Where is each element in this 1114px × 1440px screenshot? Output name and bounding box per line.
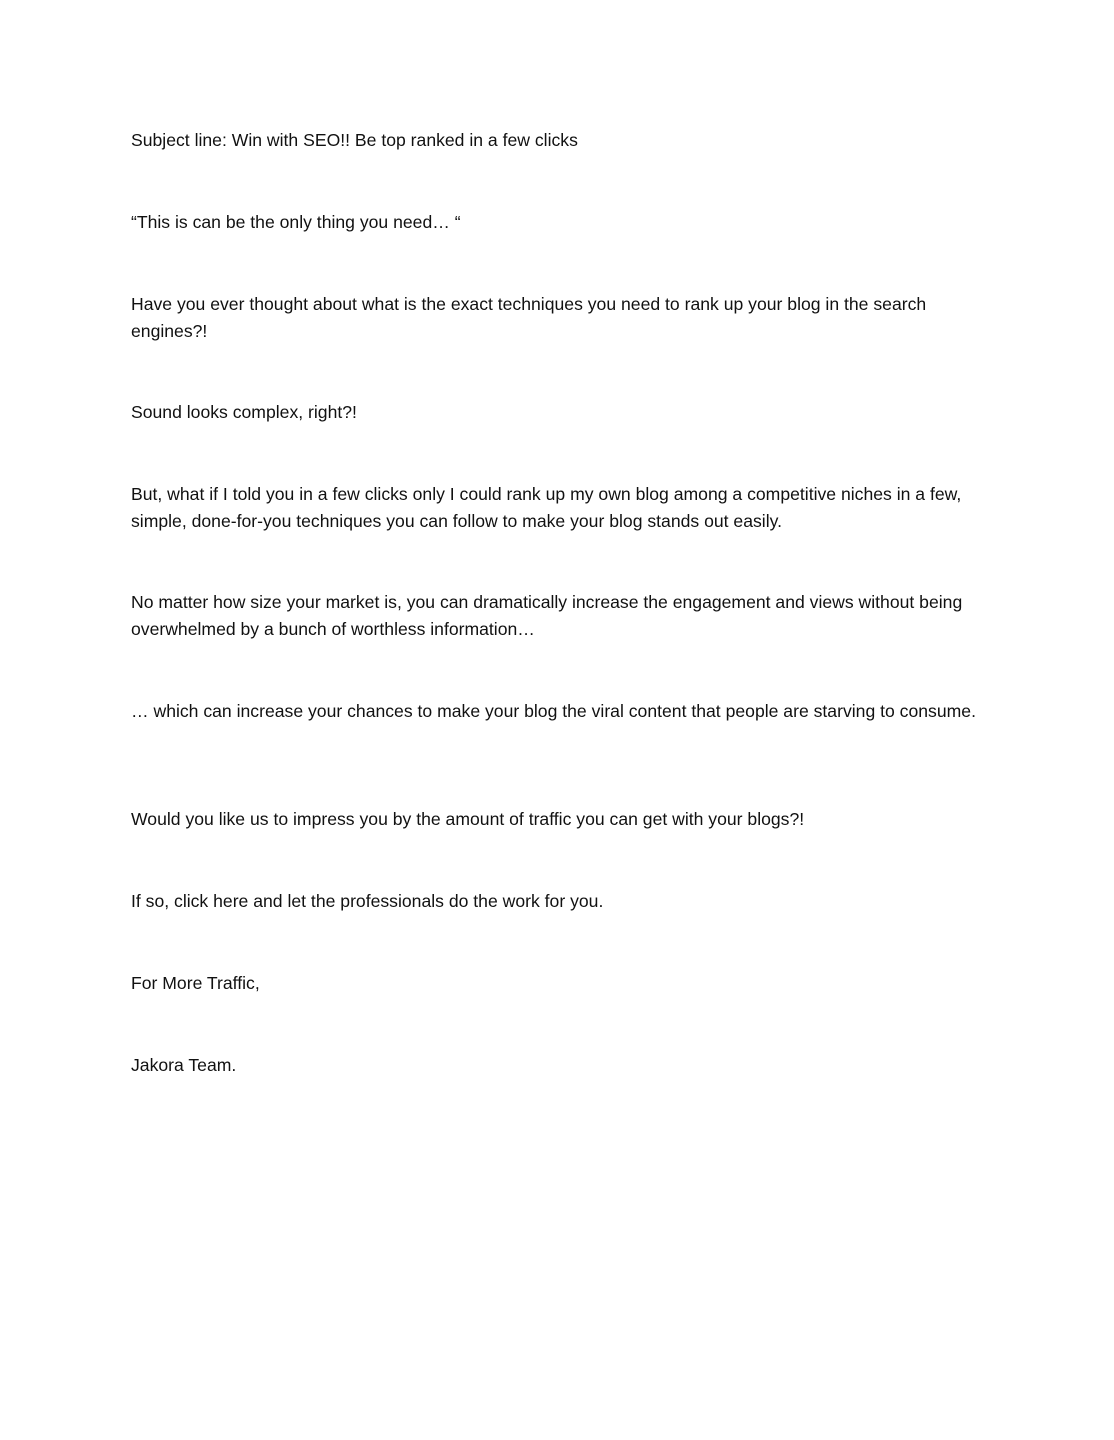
signature: Jakora Team.: [131, 1055, 237, 1075]
closing-line: For More Traffic,: [131, 973, 260, 993]
paragraph-what-if: But, what if I told you in a few clicks only I could rank up my own blog among a competitive niches in a few, simple, done-for-you techniques you can follow to make your blog stands out easily.: [131, 484, 962, 531]
opening-quote: “This is can be the only thing you need… “: [131, 212, 461, 232]
paragraph-viral: … which can increase your chances to make your blog the viral content that people are starving to consume.: [131, 701, 976, 721]
paragraph-no-matter: No matter how size your market is, you can dramatically increase the engagement and views without being overwhelmed by a bunch of worthless information…: [131, 592, 963, 639]
subject-line: Subject line: Win with SEO!! Be top ranked in a few clicks: [131, 130, 578, 150]
paragraph-question: Have you ever thought about what is the exact techniques you need to rank up your blog in the search engines?!: [131, 294, 927, 341]
paragraph-click-here: If so, click here and let the professionals do the work for you.: [131, 891, 604, 911]
paragraph-complex: Sound looks complex, right?!: [131, 402, 357, 422]
paragraph-impress: Would you like us to impress you by the amount of traffic you can get with your blogs?!: [131, 809, 805, 829]
